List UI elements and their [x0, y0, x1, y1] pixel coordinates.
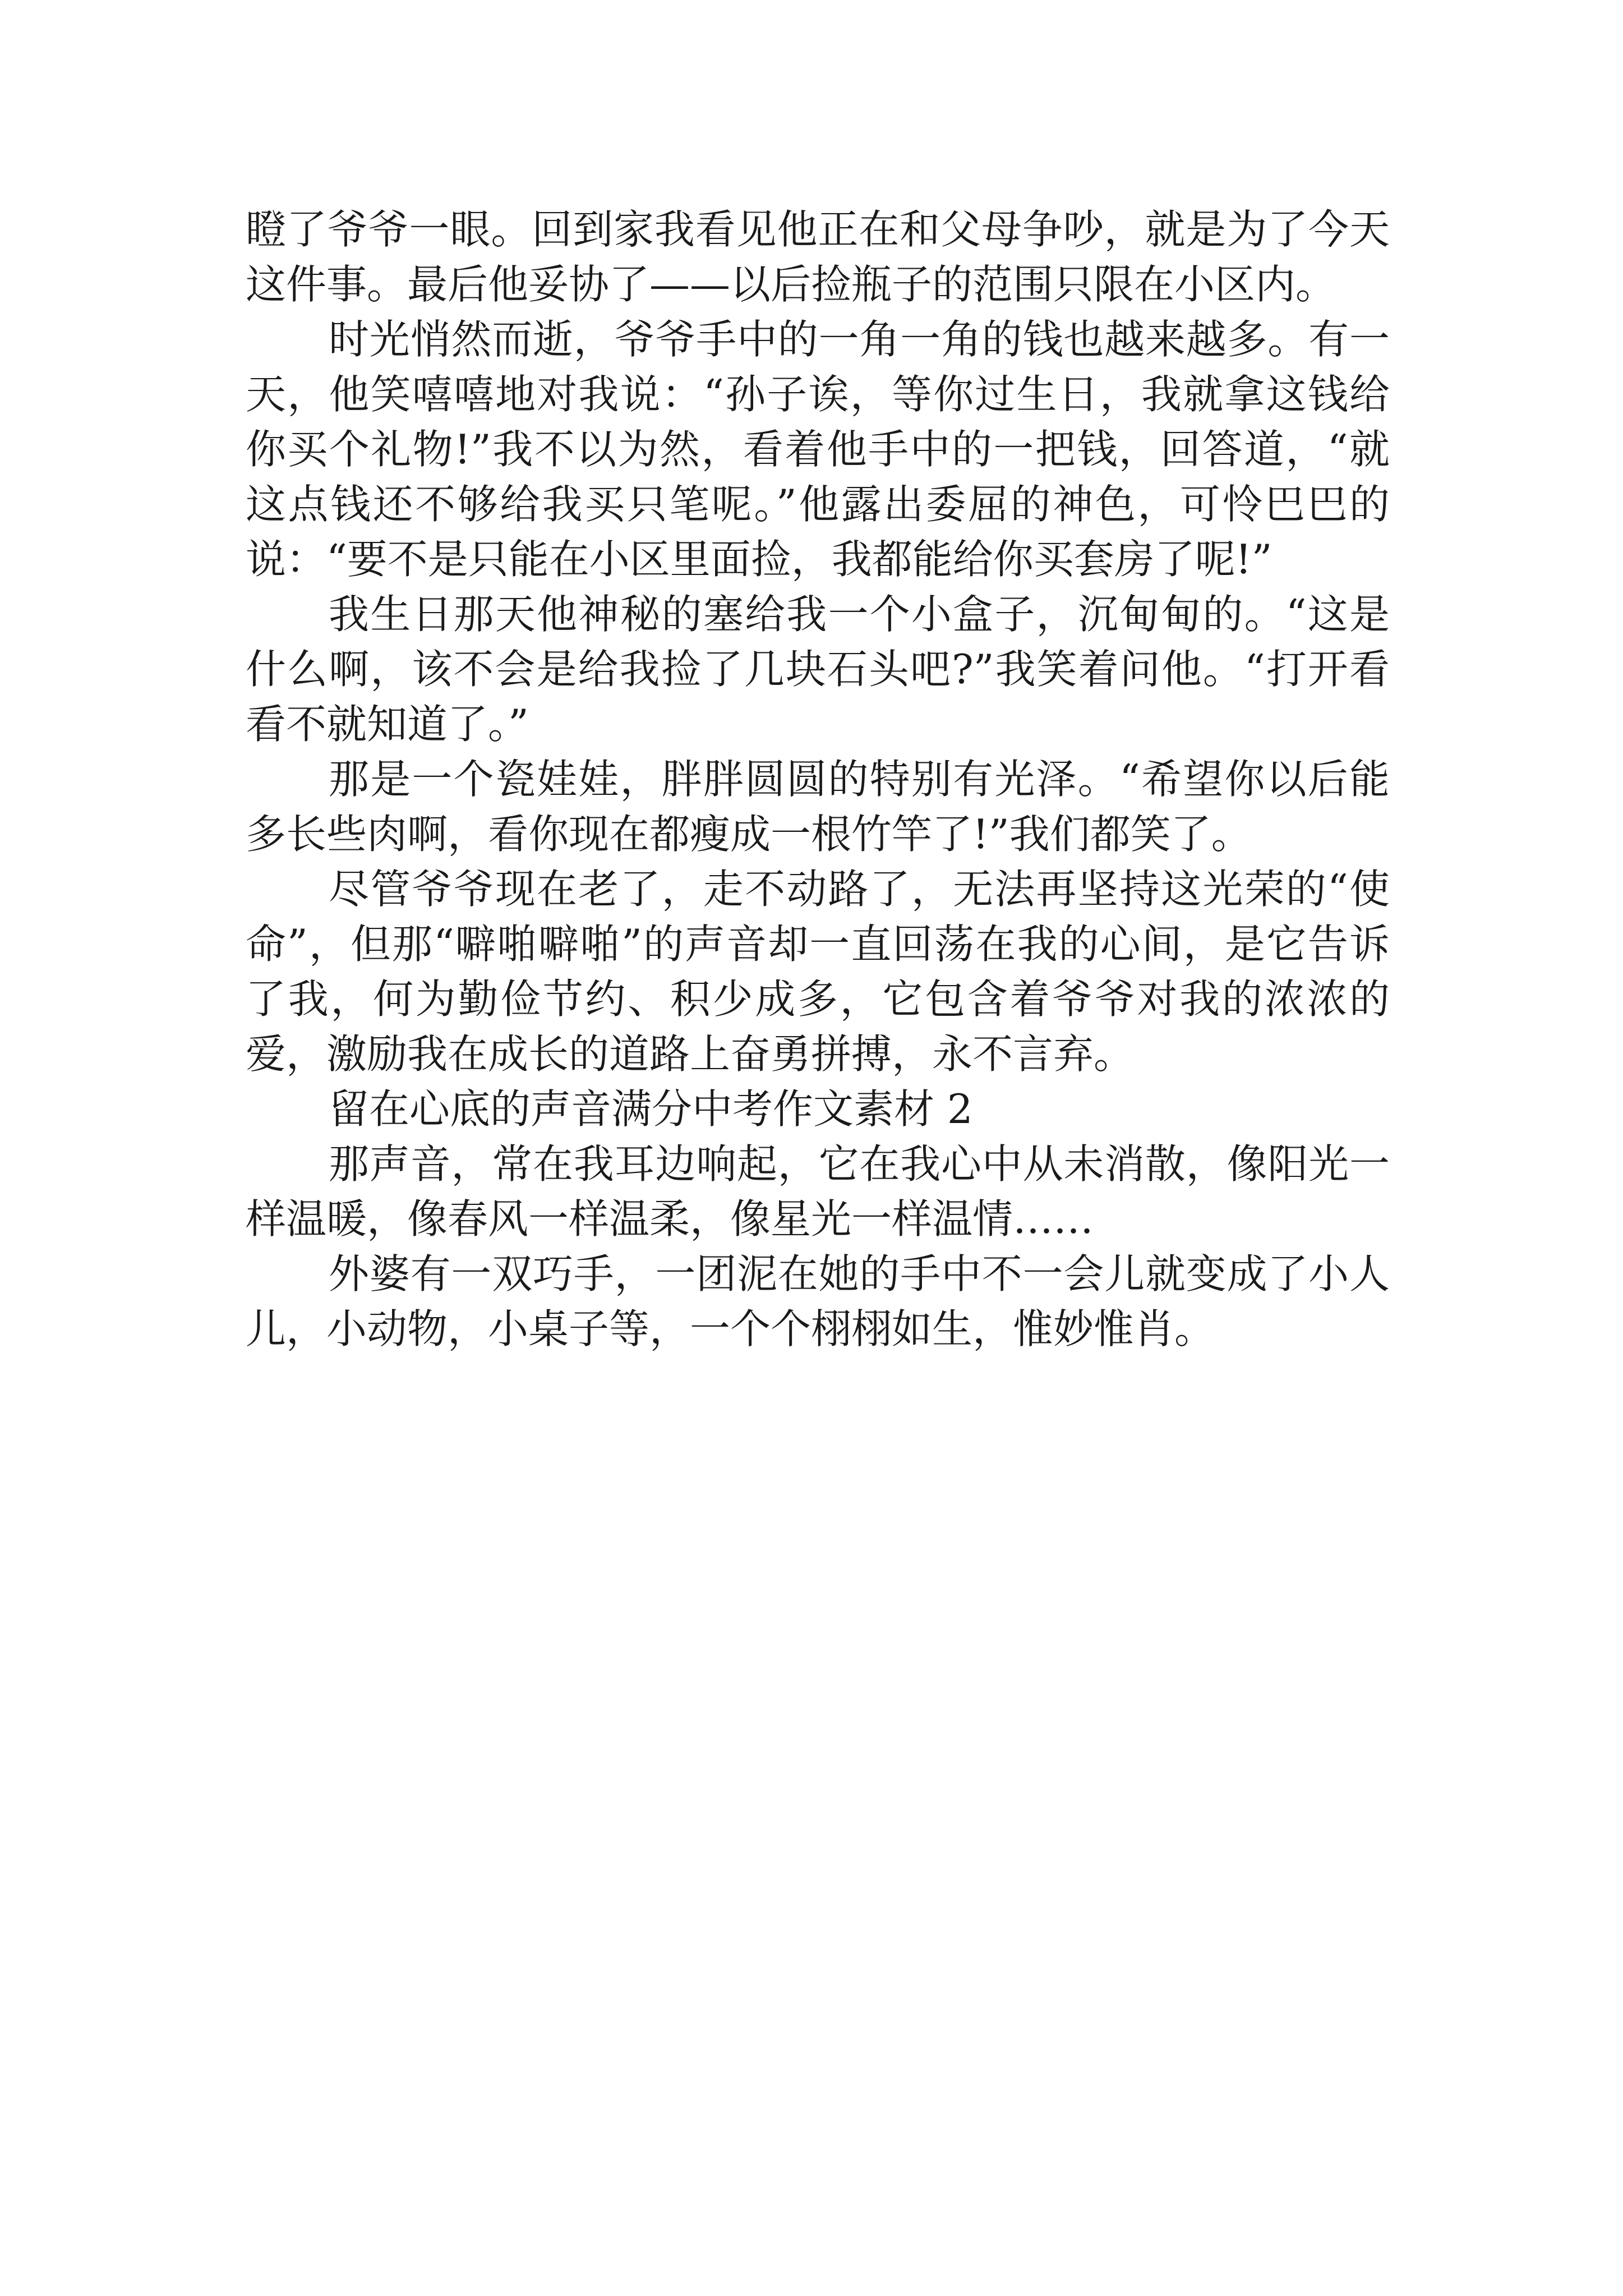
paragraph-that-sound: 那声音，常在我耳边响起，它在我心中从未消散，像阳光一样温暖，像春风一样温柔，像星光一样温情……	[246, 1140, 1390, 1243]
paragraph-porcelain-doll: 那是一个瓷娃娃，胖胖圆圆的特别有光泽。“希望你以后能多长些肉啊，看你现在都瘦成一根竹竿了!”我们都笑了。	[246, 756, 1390, 858]
section-heading: 留在心底的声音满分中考作文素材 2	[329, 1085, 973, 1133]
paragraph-continued: 瞪了爷爷一眼。回到家我看见他正在和父母争吵，就是为了今天这件事。最后他妥协了——以后捡瓶子的范围只限在小区内。	[246, 206, 1390, 308]
paragraph-time-passes: 时光悄然而逝，爷爷手中的一角一角的钱也越来越多。有一天，他笑嘻嘻地对我说：“孙子诶，等你过生日，我就拿这钱给你买个礼物!”我不以为然，看着他手中的一把钱，回答道，“就这点钱还不够给我买只笔呢。”他露出委屈的神色，可怜巴巴的说：“要不是只能在小区里面捡，我都能给你买套房了呢!”	[246, 316, 1390, 583]
paragraph-grandma-hands: 外婆有一双巧手，一团泥在她的手中不一会儿就变成了小人儿，小动物，小桌子等，一个个栩栩如生，惟妙惟肖。	[246, 1250, 1390, 1352]
paragraph-birthday-box: 我生日那天他神秘的塞给我一个小盒子，沉甸甸的。“这是什么啊，该不会是给我捡了几块石头吧?”我笑着问他。“打开看看不就知道了。”	[246, 591, 1390, 748]
paragraph-conclusion: 尽管爷爷现在老了，走不动路了，无法再坚持这光荣的“使命”，但那“噼啪噼啪”的声音却一直回荡在我的心间，是它告诉了我，何为勤俭节约、积少成多，它包含着爷爷对我的浓浓的爱，激励我在成长的道路上奋勇拼搏，永不言弃。	[246, 866, 1390, 1078]
article-body	[246, 202, 1390, 1356]
